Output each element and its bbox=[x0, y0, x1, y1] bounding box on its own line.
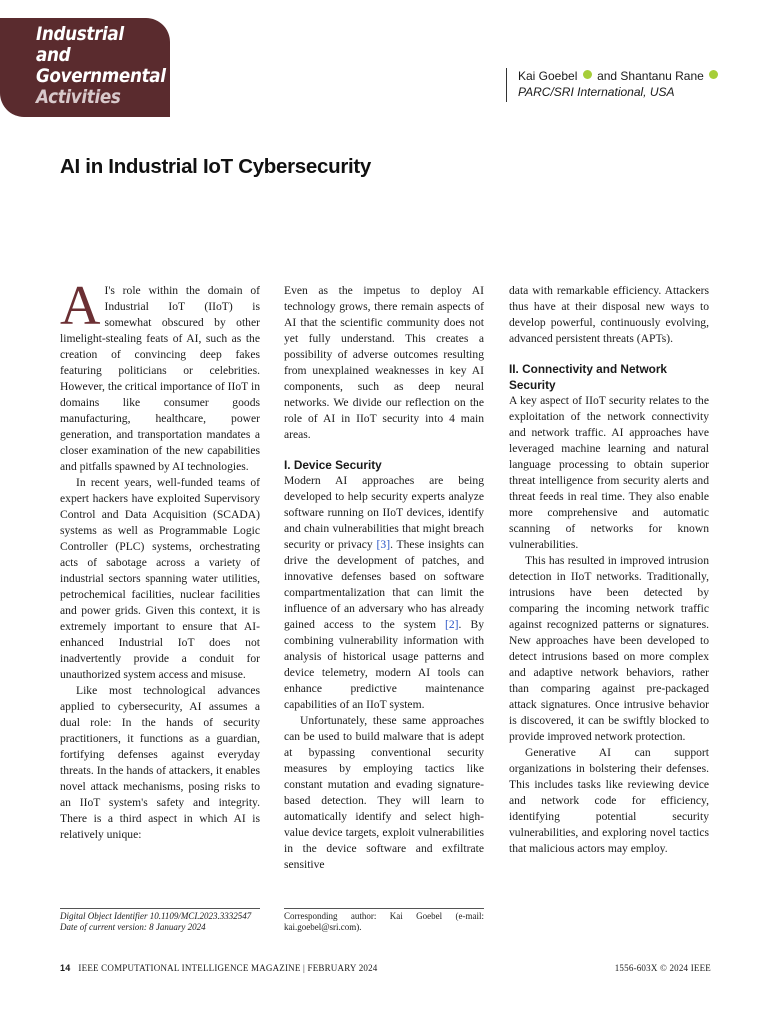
section-heading: I. Device Security bbox=[284, 458, 382, 472]
section-banner bbox=[0, 18, 170, 117]
paragraph: This has resulted in improved intrusion detection in IIoT networks. Traditionally, intrusions have been detected by comparing the incoming network traffic against recognized patterns or signatures. New approaches have been developed to detect intrusions based on more complex and adaptive network behaviors, rather than comparing against pre-packaged attack signatures. Once intrusive behavior is discovered, it can be swiftly blocked to provide improved network protection. bbox=[509, 554, 709, 743]
author-block bbox=[506, 68, 758, 102]
section-label-line: Industrial and bbox=[36, 23, 124, 66]
author-name: and Shantanu Rane bbox=[597, 69, 704, 83]
paragraph: A I's role within the domain of Industrial IoT (IIoT) is somewhat obscured by other limelight-stealing feats of AI, such as the creation of convincing deep fakes featuring politicians or celebrities. However, the critical importance of IIoT in domains like consumer goods manufacturing, healthcare, power generation, and transportation mandates a closer examination of the new capabilities and pitfalls spawned by AI technologies. bbox=[60, 275, 260, 473]
date-text: Date of current version: 8 January 2024 bbox=[60, 922, 206, 932]
paragraph: Even as the impetus to deploy AI technology grows, there remain aspects of AI that the scientific community does not yet fully understand. This creates a possibility of adverse outcomes resulting from unexplained weaknesses in key AI components, such as deep neural networks. We divide our reflection on the role of AI in IIoT security into 4 main areas. bbox=[284, 284, 484, 441]
article-title: AI in Industrial IoT Cybersecurity bbox=[60, 155, 372, 178]
page-number: 14 bbox=[60, 963, 71, 973]
affiliation: PARC/SRI International, USA bbox=[518, 85, 675, 99]
paragraph: data with remarkable efficiency. Attackers thus have at their disposal new ways to develop powerful, continuously evolving, advanced persistent threats (APTs). bbox=[509, 284, 709, 345]
doi-text: Digital Object Identifier 10.1109/MCI.2023.3332547 bbox=[60, 911, 252, 921]
footnote-corresponding: Corresponding author: Kai Goebel (e-mail: kai.goebel@sri.com). bbox=[284, 908, 484, 933]
author-name: Kai Goebel bbox=[518, 69, 578, 83]
text-column-3 bbox=[509, 283, 709, 857]
orcid-icon[interactable] bbox=[583, 70, 592, 79]
paragraph: Like most technological advances applied to cybersecurity, AI assumes a dual role: In the hands of security practitioners, it functions as a guardian, fortifying defenses against everyday threats. In the hands of attackers, it enables novel attack mechanisms, posing risks to an IIoT system's safety and integrity. There is a third aspect in which AI is relatively unique: bbox=[60, 684, 260, 841]
drop-cap: A bbox=[60, 275, 101, 337]
citation-link[interactable]: [3] bbox=[376, 538, 391, 551]
section-label-line: Activities bbox=[36, 86, 121, 108]
paragraph: Generative AI can support organizations in bolstering their defenses. This includes tasks like reviewing device and network code for efficiency, identifying potential security vulnerabilities, and exploring novel tactics that malicious actors may employ. bbox=[509, 746, 709, 855]
section-heading: II. Connectivity and Network Security bbox=[509, 362, 667, 392]
orcid-icon[interactable] bbox=[709, 70, 718, 79]
issn: 1556-603X © 2024 IEEE bbox=[614, 963, 711, 973]
paragraph: A key aspect of IIoT security relates to the exploitation of the network connectivity and network traffic. AI approaches have leveraged machine learning and natural language processing to obtain superior threat intelligence from security alerts and threat feeds in real time. They also enable more comprehensive and automatic scanning of networks for known vulnerabilities. bbox=[509, 394, 709, 551]
journal-info: IEEE COMPUTATIONAL INTELLIGENCE MAGAZINE | FEBRUARY 2024 bbox=[78, 963, 378, 973]
paragraph: Unfortunately, these same approaches can be used to build malware that is adept at bypassing conventional security measures by employing tactics like constant mutation and evading signature-based detection. They will learn to automatically identify and select high-value device targets, exploit vulnerabilities in the device software and exfiltrate sensitive bbox=[284, 714, 484, 871]
citation-link[interactable]: [2] bbox=[445, 618, 459, 631]
footnote-doi bbox=[60, 908, 260, 933]
text-column-2 bbox=[284, 283, 484, 873]
paragraph: Modern AI approaches are being developed to help security experts analyze software running on IIoT devices, identify and chain vulnerabilities that might breach security or privacy [3]. These insights can drive the development of patches, and innovative defenses based on software compartmentalization that can limit the influence of an adversary who has already gained access to the system [2]. By combining vulnerability information with analysis of historical usage patterns and device telemetry, modern AI tools can enhance predictive maintenance capabilities of an IIoT system. bbox=[284, 474, 484, 711]
page-footer bbox=[60, 963, 711, 973]
text-column-1 bbox=[60, 275, 260, 843]
paragraph: In recent years, well-funded teams of expert hackers have exploited Supervisory Control and Data Acquisition (SCADA) systems as well as Programmable Logic Controller (PLC) systems, orchestrating acts of sabotage across a variety of industrial sectors spanning water utilities, petrochemical facilities, nuclear facilities and power grids. Given this context, it is extremely important to ensure that AI-enhanced Industrial IoT does not inadvertently provide a conduit for unauthorized system access and misuse. bbox=[60, 476, 260, 681]
section-label-line: Governmental bbox=[36, 65, 166, 87]
